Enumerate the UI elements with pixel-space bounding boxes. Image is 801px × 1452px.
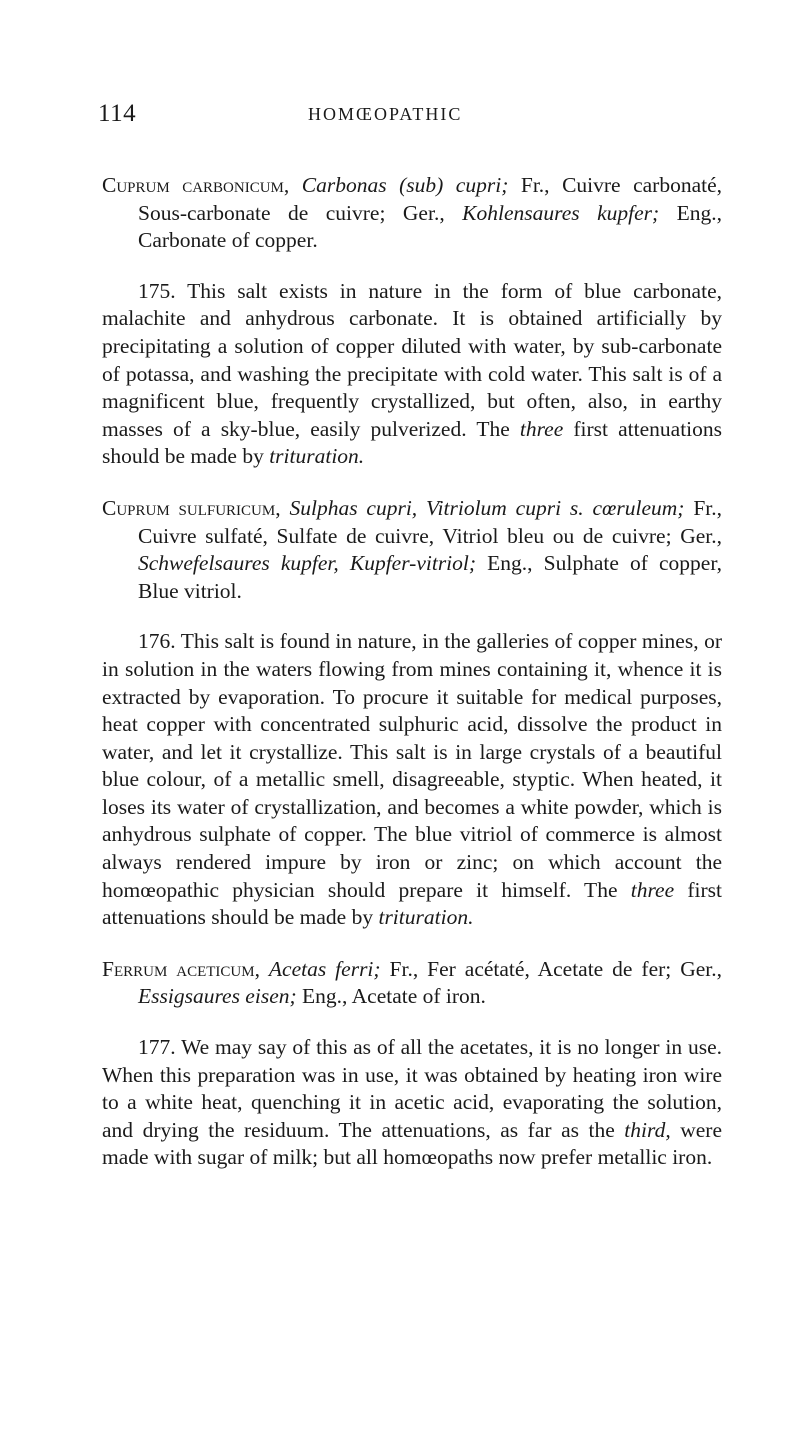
french-names: Cuivre carbonaté, Sous-carbonate de cuivre;	[138, 173, 723, 225]
english-names: Acetate of iron.	[351, 984, 486, 1009]
german-names: Kohlensaures kupfer;	[462, 200, 660, 225]
entry-heading-cuprum-sulfuricum	[102, 495, 722, 605]
entry-heading-ferrum-aceticum	[102, 956, 722, 1011]
german-names: Essigsaures eisen;	[138, 984, 297, 1009]
paragraph-175	[102, 278, 722, 471]
paragraph-text: first attenuations should be made by	[102, 877, 723, 930]
french-names: Cuivre sulfaté, Sulfate de cuivre, Vitriol bleu ou de cuivre;	[138, 523, 672, 548]
entry-synonym: Sulphas cupri, Vitriolum cupri s. cœruleum;	[289, 495, 685, 520]
german-names: Schwefelsaures kupfer, Kupfer-vitriol;	[138, 551, 477, 576]
page-number: 114	[98, 100, 137, 127]
entry-synonym: Acetas ferri;	[268, 956, 381, 981]
german-label: Ger.,	[680, 956, 723, 981]
paragraph-177	[102, 1034, 722, 1172]
body-text	[102, 172, 722, 1196]
english-label: Eng.,	[302, 984, 348, 1009]
paragraph-176	[102, 628, 722, 932]
french-label: Fr.,	[520, 173, 550, 197]
french-names: Fer acétaté, Acetate de fer;	[427, 956, 672, 981]
french-label: Fr.,	[389, 956, 419, 981]
emphasis-text: three	[519, 416, 564, 441]
english-names: Carbonate of copper.	[138, 228, 318, 253]
running-title: HOMŒOPATHIC	[308, 104, 463, 124]
entry-latin-name: Ferrum aceticum,	[102, 956, 260, 981]
emphasis-text: trituration.	[269, 444, 365, 469]
german-label: Ger.,	[680, 523, 722, 548]
paragraph-text: 177. We may say of this as of all the acetates, it is no longer in use. When this preparation was in use, it was obtained by heating iron wire to a white heat, quenching it in acetic acid, evaporating the solution, and drying the residuum. The attenuations, as far as the	[102, 1035, 722, 1142]
german-label: Ger.,	[402, 200, 445, 225]
french-label: Fr.,	[693, 495, 723, 520]
entry-latin-name: Cuprum sulfuricum,	[102, 495, 281, 520]
paragraph-text: 176. This salt is found in nature, in the galleries of copper mines, or in solution in the waters flowing from mines containing it, whence it is extracted by evaporation. To procure it suitable for medical purposes, heat copper with concentrated sulphuric acid, dissolve the product in water, and let it crystallize. This salt is in large crystals of a beautiful blue colour, of a metallic smell, disagreeable, styptic. When heated, it loses its water of crystallization, and becomes a white powder, which is anhydrous sulphate of copper. The blue vitriol of commerce is almost always rendered impure by iron or zinc; on which account the homœopathic physician should prepare it himself. The	[102, 629, 722, 902]
english-label: Eng.,	[487, 551, 533, 576]
english-label: Eng.,	[676, 200, 723, 225]
emphasis-text: three	[630, 877, 675, 902]
emphasis-text: trituration.	[378, 905, 474, 930]
paragraph-text: were made with sugar of milk; but all homœopaths now prefer metallic iron.	[102, 1117, 723, 1170]
paragraph-text: first attenuations should be made by	[102, 416, 723, 469]
emphasis-text: third,	[624, 1117, 671, 1142]
entry-latin-name: Cuprum carbonicum,	[102, 173, 290, 197]
running-head	[98, 100, 738, 134]
entry-synonym: Carbonas (sub) cupri;	[301, 173, 509, 197]
english-names: Sulphate of copper, Blue vitriol.	[138, 551, 723, 603]
paragraph-text: 175. This salt exists in nature in the form of blue carbonate, malachite and anhydrous carbonate. It is obtained artificially by precipitating a solution of copper diluted with water, by sub-carbonate of potassa, and washing the precipitate with cold water. This salt is of a magnificent blue, frequently crystallized, but often, also, in earthy masses of a sky-blue, easily pulverized. The	[102, 278, 722, 441]
entry-heading-cuprum-carbonicum	[102, 172, 722, 255]
